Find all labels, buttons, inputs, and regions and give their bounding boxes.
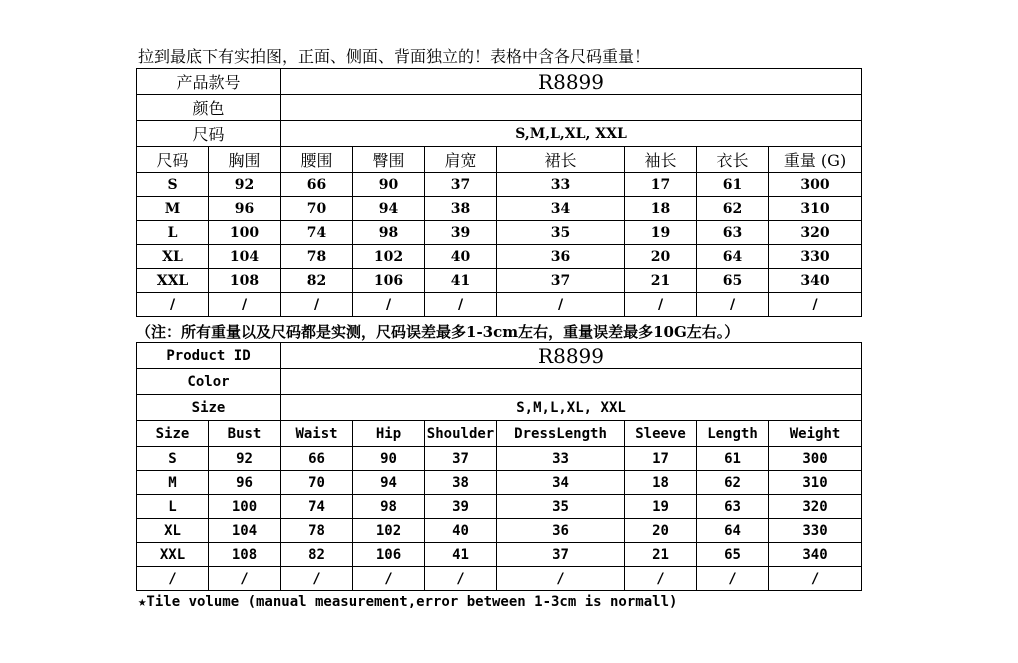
table-cell: L: [137, 495, 209, 519]
info-value: S,M,L,XL, XXL: [281, 121, 862, 147]
table-cell: S: [137, 447, 209, 471]
table-cell: 36: [497, 245, 625, 269]
table-cell: 37: [497, 543, 625, 567]
table-cell: 310: [769, 471, 862, 495]
table-row: [137, 197, 862, 221]
table-cell: 90: [353, 173, 425, 197]
table-cell: 40: [425, 245, 497, 269]
table-cell: 36: [497, 519, 625, 543]
table-cell: 61: [697, 173, 769, 197]
column-header: 衣长: [697, 147, 769, 173]
table-cell: 17: [625, 447, 697, 471]
table-cell: 62: [697, 197, 769, 221]
table-cell: 21: [625, 543, 697, 567]
table-cell: L: [137, 221, 209, 245]
table-cell: 20: [625, 519, 697, 543]
table-cell: 340: [769, 269, 862, 293]
table-cell: /: [137, 567, 209, 591]
table-cell: 65: [697, 269, 769, 293]
table-cell: 300: [769, 447, 862, 471]
table-cell: 18: [625, 197, 697, 221]
table-cell: 100: [209, 495, 281, 519]
table-cell: 78: [281, 519, 353, 543]
bottom-note: ★Tile volume (manual measurement,error between 1-3cm is normall): [138, 594, 678, 610]
table-cell: S: [137, 173, 209, 197]
table-cell: 92: [209, 173, 281, 197]
table-cell: /: [209, 293, 281, 317]
info-value: S,M,L,XL, XXL: [281, 395, 862, 421]
info-row: [137, 121, 862, 147]
top-note: 拉到最底下有实拍图，正面、侧面、背面独立的！表格中含各尺码重量！: [138, 47, 651, 66]
table-cell: 104: [209, 245, 281, 269]
table-cell: 104: [209, 519, 281, 543]
table-cell: /: [281, 567, 353, 591]
table-cell: 64: [697, 519, 769, 543]
table-cell: 78: [281, 245, 353, 269]
info-label: 颜色: [137, 95, 281, 121]
column-header: 腰围: [281, 147, 353, 173]
info-value: R8899: [281, 69, 862, 95]
table-cell: /: [697, 293, 769, 317]
column-header: 裙长: [497, 147, 625, 173]
table-cell: 94: [353, 197, 425, 221]
measurement-note: （注：所有重量以及尺码都是实测，尺码误差最多1-3cm左右，重量误差最多10G左右。）: [136, 323, 740, 341]
info-row: [137, 95, 862, 121]
table-cell: 41: [425, 543, 497, 567]
table-cell: /: [769, 567, 862, 591]
table-cell: M: [137, 197, 209, 221]
column-header: 臀围: [353, 147, 425, 173]
table-cell: 65: [697, 543, 769, 567]
table-cell: 96: [209, 471, 281, 495]
table-row: [137, 447, 862, 471]
table-cell: 102: [353, 519, 425, 543]
table-cell: 34: [497, 197, 625, 221]
table-cell: 70: [281, 197, 353, 221]
table-cell: 41: [425, 269, 497, 293]
table-cell: /: [209, 567, 281, 591]
column-header: Hip: [353, 421, 425, 447]
table-row: [137, 269, 862, 293]
table-cell: 34: [497, 471, 625, 495]
table-cell: 106: [353, 269, 425, 293]
table-cell: 98: [353, 495, 425, 519]
table-cell: 61: [697, 447, 769, 471]
table-cell: 320: [769, 221, 862, 245]
table-cell: /: [353, 293, 425, 317]
table-cell: 70: [281, 471, 353, 495]
table-cell: 33: [497, 447, 625, 471]
table-cell: 300: [769, 173, 862, 197]
table-cell: 20: [625, 245, 697, 269]
column-header: 重量 (G): [769, 147, 862, 173]
column-header: Sleeve: [625, 421, 697, 447]
table-cell: /: [769, 293, 862, 317]
table-cell: /: [425, 567, 497, 591]
table-cell: /: [625, 567, 697, 591]
info-value: R8899: [281, 343, 862, 369]
table-row: [137, 495, 862, 519]
table-row: [137, 221, 862, 245]
header-row: [137, 421, 862, 447]
table-cell: 82: [281, 543, 353, 567]
info-label: Size: [137, 395, 281, 421]
info-row: [137, 369, 862, 395]
table-cell: 37: [425, 447, 497, 471]
table-cell: 74: [281, 221, 353, 245]
size-table-english: [136, 342, 862, 591]
column-header: Shoulder: [425, 421, 497, 447]
info-value: [281, 369, 862, 395]
table-cell: 106: [353, 543, 425, 567]
info-row: [137, 69, 862, 95]
column-header: 尺码: [137, 147, 209, 173]
table-cell: XL: [137, 519, 209, 543]
table-cell: 39: [425, 221, 497, 245]
table-cell: /: [497, 293, 625, 317]
table-cell: /: [137, 293, 209, 317]
table-row: [137, 567, 862, 591]
table-row: [137, 471, 862, 495]
table-cell: 66: [281, 173, 353, 197]
table-cell: M: [137, 471, 209, 495]
table-cell: 102: [353, 245, 425, 269]
table-row: [137, 293, 862, 317]
table-cell: 17: [625, 173, 697, 197]
table-cell: 37: [497, 269, 625, 293]
column-header: DressLength: [497, 421, 625, 447]
table-cell: 63: [697, 221, 769, 245]
table-cell: 19: [625, 221, 697, 245]
table-cell: 63: [697, 495, 769, 519]
table-cell: /: [697, 567, 769, 591]
table-cell: 33: [497, 173, 625, 197]
column-header: 胸围: [209, 147, 281, 173]
table-cell: 90: [353, 447, 425, 471]
table-cell: 94: [353, 471, 425, 495]
header-row: [137, 147, 862, 173]
info-row: [137, 395, 862, 421]
column-header: Weight: [769, 421, 862, 447]
table-cell: 82: [281, 269, 353, 293]
table-cell: 100: [209, 221, 281, 245]
table-cell: 340: [769, 543, 862, 567]
table-cell: 40: [425, 519, 497, 543]
size-table-chinese: [136, 68, 862, 317]
table-cell: 108: [209, 543, 281, 567]
table-cell: 98: [353, 221, 425, 245]
table-cell: 39: [425, 495, 497, 519]
column-header: Waist: [281, 421, 353, 447]
table-row: [137, 519, 862, 543]
table-cell: XL: [137, 245, 209, 269]
column-header: 袖长: [625, 147, 697, 173]
table-cell: 37: [425, 173, 497, 197]
info-label: 尺码: [137, 121, 281, 147]
table-cell: /: [497, 567, 625, 591]
table-cell: XXL: [137, 543, 209, 567]
info-label: Color: [137, 369, 281, 395]
table-row: [137, 543, 862, 567]
table-cell: 38: [425, 471, 497, 495]
info-label: Product ID: [137, 343, 281, 369]
table-row: [137, 173, 862, 197]
table-cell: 92: [209, 447, 281, 471]
table-cell: 62: [697, 471, 769, 495]
table-cell: XXL: [137, 269, 209, 293]
table-cell: 108: [209, 269, 281, 293]
table-cell: 74: [281, 495, 353, 519]
table-cell: /: [353, 567, 425, 591]
info-row: [137, 343, 862, 369]
table-cell: /: [625, 293, 697, 317]
table-cell: 96: [209, 197, 281, 221]
table-cell: 18: [625, 471, 697, 495]
table-cell: 330: [769, 519, 862, 543]
table-cell: 64: [697, 245, 769, 269]
table-cell: 66: [281, 447, 353, 471]
table-cell: 35: [497, 221, 625, 245]
column-header: Size: [137, 421, 209, 447]
column-header: 肩宽: [425, 147, 497, 173]
table-cell: 320: [769, 495, 862, 519]
column-header: Bust: [209, 421, 281, 447]
info-label: 产品款号: [137, 69, 281, 95]
table-cell: 35: [497, 495, 625, 519]
column-header: Length: [697, 421, 769, 447]
table-cell: 19: [625, 495, 697, 519]
table-cell: 330: [769, 245, 862, 269]
table-cell: 21: [625, 269, 697, 293]
info-value: [281, 95, 862, 121]
table-cell: 310: [769, 197, 862, 221]
table-row: [137, 245, 862, 269]
table-cell: /: [281, 293, 353, 317]
table-cell: /: [425, 293, 497, 317]
table-cell: 38: [425, 197, 497, 221]
